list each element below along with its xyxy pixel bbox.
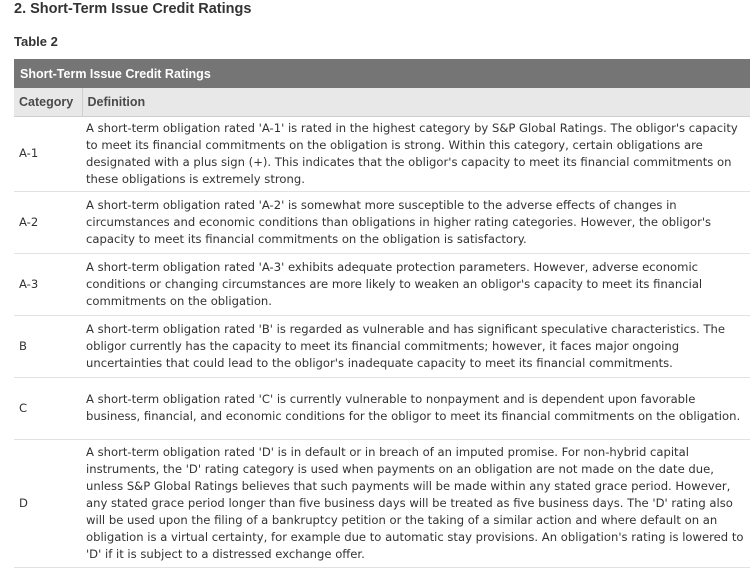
column-header-definition: Definition	[82, 88, 750, 116]
table-caption: Table 2	[14, 34, 58, 49]
rating-category: A-3	[14, 253, 82, 315]
table-row	[14, 315, 750, 377]
rating-definition: A short-term obligation rated 'C' is currently vulnerable to nonpayment and is dependent upon favorable business, financial, and economic conditions for the obligor to meet its financial commitments on the obligation.	[82, 377, 750, 439]
rating-category: A-2	[14, 191, 82, 253]
rating-definition: A short-term obligation rated 'D' is in default or in breach of an imputed promise. For non-hybrid capital instruments, the 'D' rating category is used when payments on an obligation are not made on the date due, unless S&P Global Ratings believes that such payments will be made within any stated grace period. However, any stated grace period longer than five business days will be treated as five business days. The 'D' rating also will be used upon the filing of a bankruptcy petition or the taking of a similar action and where default on an obligation is a virtual certainty, for example due to automatic stay provisions. An obligation's rating is lowered to 'D' if it is subject to a distressed exchange offer.	[82, 439, 750, 567]
rating-category: A-1	[14, 116, 82, 191]
rating-category: C	[14, 377, 82, 439]
table-row	[14, 377, 750, 439]
column-header-category: Category	[14, 88, 82, 116]
rating-definition: A short-term obligation rated 'A-2' is somewhat more susceptible to the adverse effects of changes in circumstances and economic conditions than obligations in higher rating categories. However, the obligor's capacity to meet its financial commitments on the obligation is satisfactory.	[82, 191, 750, 253]
table-row	[14, 439, 750, 567]
section-heading: 2. Short-Term Issue Credit Ratings	[14, 1, 252, 17]
table-row	[14, 191, 750, 253]
rating-definition: A short-term obligation rated 'B' is regarded as vulnerable and has significant speculative characteristics. The obligor currently has the capacity to meet its financial commitments; however, it faces major ongoing uncertainties that could lead to the obligor's inadequate capacity to meet its financial commitments.	[82, 315, 750, 377]
rating-category: D	[14, 439, 82, 567]
table-row	[14, 253, 750, 315]
rating-category: B	[14, 315, 82, 377]
rating-definition: A short-term obligation rated 'A-3' exhibits adequate protection parameters. However, adverse economic conditions or changing circumstances are more likely to weaken an obligor's capacity to meet its financial commitments on the obligation.	[82, 253, 750, 315]
ratings-table	[14, 59, 750, 568]
table-row	[14, 116, 750, 191]
table-header-row	[14, 88, 750, 116]
table-title: Short-Term Issue Credit Ratings	[14, 59, 750, 88]
rating-definition: A short-term obligation rated 'A-1' is rated in the highest category by S&P Global Ratings. The obligor's capacity to meet its financial commitments on the obligation is strong. Within this category, certain obligations are designated with a plus sign (+). This indicates that the obligor's capacity to meet its financial commitments on these obligations is extremely strong.	[82, 116, 750, 191]
table-title-row	[14, 59, 750, 88]
